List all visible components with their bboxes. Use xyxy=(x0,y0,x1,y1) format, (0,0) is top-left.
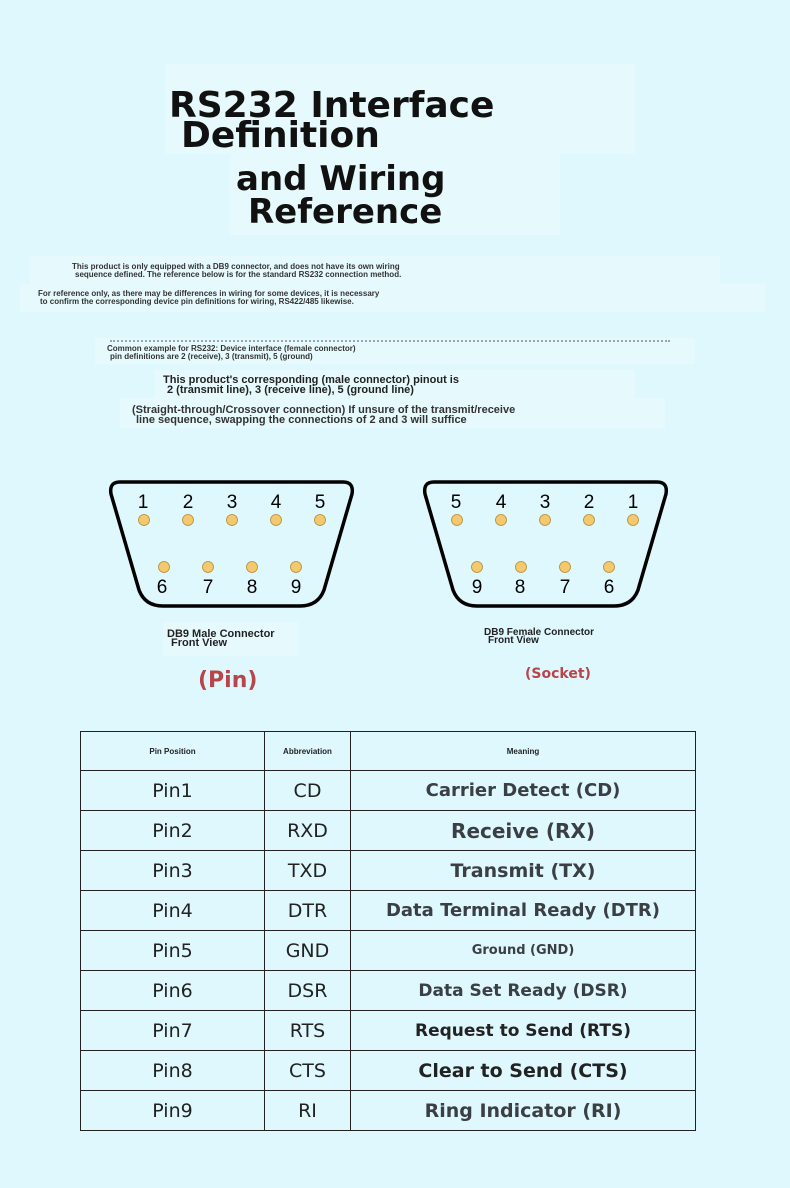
female-pin-label-2: 2 xyxy=(583,492,595,513)
abbr-cell: RTS xyxy=(265,1011,351,1051)
female-socket-7 xyxy=(560,562,571,573)
db9-female-connector xyxy=(414,472,684,617)
table-row xyxy=(81,1051,696,1091)
common-note-2: pin definitions are 2 (receive), 3 (transmit), 5 (ground) xyxy=(110,352,313,361)
abbr-cell: DSR xyxy=(265,971,351,1011)
meaning-cell: Carrier Detect (CD) xyxy=(351,771,696,811)
table-header-row xyxy=(81,732,696,771)
male-pin-6 xyxy=(159,562,170,573)
header-meaning: Meaning xyxy=(351,732,696,771)
male-pin-3 xyxy=(227,515,238,526)
male-pin-5 xyxy=(315,515,326,526)
male-caption-2: Front View xyxy=(171,637,228,649)
title-line-3: and Wiring xyxy=(236,159,446,199)
title-line-1: RS232 Interface xyxy=(169,85,495,126)
pin-cell: Pin2 xyxy=(81,811,265,851)
abbr-cell: TXD xyxy=(265,851,351,891)
header-pin-position: Pin Position xyxy=(81,732,265,771)
abbr-cell: DTR xyxy=(265,891,351,931)
pin-cell: Pin9 xyxy=(81,1091,265,1131)
pin-cell: Pin1 xyxy=(81,771,265,811)
abbr-cell: CTS xyxy=(265,1051,351,1091)
female-socket-6 xyxy=(604,562,615,573)
divider xyxy=(110,340,670,342)
table-row xyxy=(81,971,696,1011)
male-pin-label-3: 3 xyxy=(226,492,238,513)
table-row xyxy=(81,1011,696,1051)
title-line-4: Reference xyxy=(248,192,443,232)
pin-cell: Pin3 xyxy=(81,851,265,891)
pin-cell: Pin4 xyxy=(81,891,265,931)
product-note-2: 2 (transmit line), 3 (receive line), 5 (ground line) xyxy=(167,384,414,396)
pin-cell: Pin8 xyxy=(81,1051,265,1091)
male-pin-label-5: 5 xyxy=(314,492,326,513)
female-pin-label-8: 8 xyxy=(514,577,526,598)
table-row xyxy=(81,1091,696,1131)
male-pin-label-4: 4 xyxy=(270,492,282,513)
meaning-cell: Data Terminal Ready (DTR) xyxy=(351,891,696,931)
male-pin-label-2: 2 xyxy=(182,492,194,513)
female-pin-label-4: 4 xyxy=(495,492,507,513)
male-pin-4 xyxy=(271,515,282,526)
female-pin-label-9: 9 xyxy=(471,577,483,598)
pin-cell: Pin6 xyxy=(81,971,265,1011)
swap-note-1: (Straight-through/Crossover connection) If unsure of the transmit/receive xyxy=(132,404,516,416)
female-socket-9 xyxy=(472,562,483,573)
meaning-cell: Ring Indicator (RI) xyxy=(351,1091,696,1131)
female-caption-1: DB9 Female Connector xyxy=(484,627,595,638)
female-pin-label-7: 7 xyxy=(559,577,571,598)
table-row xyxy=(81,931,696,971)
abbr-cell: RXD xyxy=(265,811,351,851)
table-row xyxy=(81,851,696,891)
female-caption-2: Front View xyxy=(488,635,539,646)
meaning-cell: Ground (GND) xyxy=(351,931,696,971)
table-row xyxy=(81,891,696,931)
female-socket-2 xyxy=(584,515,595,526)
abbr-cell: GND xyxy=(265,931,351,971)
male-tag: (Pin) xyxy=(198,668,258,693)
female-socket-8 xyxy=(516,562,527,573)
meaning-cell: Data Set Ready (DSR) xyxy=(351,971,696,1011)
male-pin-7 xyxy=(203,562,214,573)
abbr-cell: RI xyxy=(265,1091,351,1131)
table-row xyxy=(81,811,696,851)
female-pin-label-1: 1 xyxy=(627,492,639,513)
male-pin-2 xyxy=(183,515,194,526)
swap-note-2: line sequence, swapping the connections of 2 and 3 will suffice xyxy=(136,414,467,426)
intro-line-2: sequence defined. The reference below is for the standard RS232 connection method. xyxy=(75,270,402,279)
female-pin-label-3: 3 xyxy=(539,492,551,513)
female-socket-3 xyxy=(540,515,551,526)
table-row xyxy=(81,771,696,811)
abbr-cell: CD xyxy=(265,771,351,811)
pin-cell: Pin5 xyxy=(81,931,265,971)
male-pin-label-9: 9 xyxy=(290,577,302,598)
male-pin-label-6: 6 xyxy=(156,577,168,598)
title-line-2: Definition xyxy=(181,115,380,156)
male-pin-8 xyxy=(247,562,258,573)
female-tag: (Socket) xyxy=(525,666,591,682)
meaning-cell: Clear to Send (CTS) xyxy=(351,1051,696,1091)
common-note-1: Common example for RS232: Device interface (female connector) xyxy=(107,344,356,353)
male-pin-label-1: 1 xyxy=(137,492,149,513)
meaning-cell: Transmit (TX) xyxy=(351,851,696,891)
male-pin-label-8: 8 xyxy=(246,577,258,598)
male-pin-9 xyxy=(291,562,302,573)
db9-male-connector xyxy=(100,472,370,617)
female-socket-1 xyxy=(628,515,639,526)
female-pin-label-6: 6 xyxy=(603,577,615,598)
intro-line-1: This product is only equipped with a DB9 connector, and does not have its own wiring xyxy=(72,262,400,271)
male-pin-1 xyxy=(139,515,150,526)
pin-definition-table xyxy=(80,731,696,1131)
header-abbreviation: Abbreviation xyxy=(265,732,351,771)
pin-cell: Pin7 xyxy=(81,1011,265,1051)
meaning-cell: Receive (RX) xyxy=(351,811,696,851)
female-pin-label-5: 5 xyxy=(450,492,462,513)
product-note-1: This product's corresponding (male connector) pinout is xyxy=(163,374,459,386)
female-socket-5 xyxy=(452,515,463,526)
female-socket-4 xyxy=(496,515,507,526)
intro-line-3: For reference only, as there may be differences in wiring for some devices, it is necessary xyxy=(38,289,380,298)
intro-line-4: to confirm the corresponding device pin definitions for wiring, RS422/485 likewise. xyxy=(40,297,354,306)
male-pin-label-7: 7 xyxy=(202,577,214,598)
male-caption-1: DB9 Male Connector xyxy=(167,628,275,640)
meaning-cell: Request to Send (RTS) xyxy=(351,1011,696,1051)
